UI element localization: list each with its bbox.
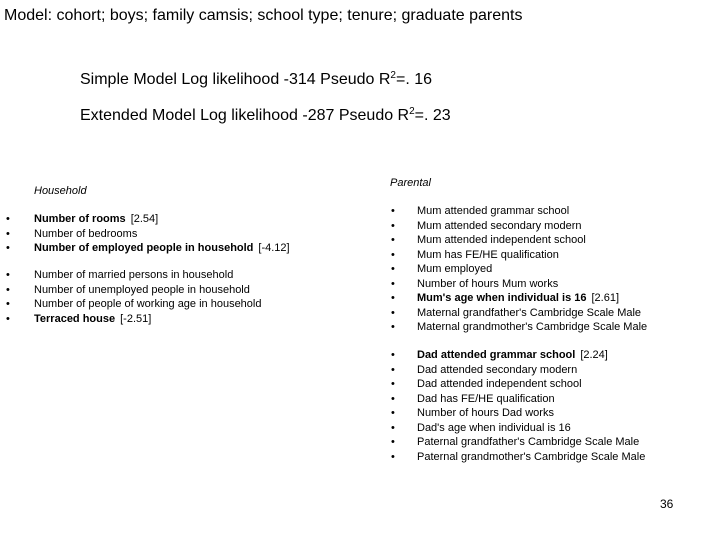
list-item: [391, 233, 647, 248]
coefficient-value: [-2.51]: [120, 312, 152, 325]
list-item-text: Mum attended grammar school: [417, 205, 570, 217]
list-item-text: Number of hours Mum works: [417, 277, 559, 290]
household-list-2: [34, 268, 261, 326]
extended-model-superscript: 2: [409, 106, 415, 117]
list-item-text: Number of married persons in household: [34, 269, 234, 281]
list-item-text: Number of employed people in household: [34, 242, 254, 254]
list-item-text: Dad's age when individual is 16: [417, 421, 571, 434]
list-item: [391, 421, 645, 436]
list-item-text: Number of people of working age in household: [34, 298, 262, 310]
list-item-text: Mum attended secondary modern: [417, 219, 582, 232]
coefficient-value: [2.24]: [580, 349, 608, 361]
list-item: [391, 435, 645, 450]
list-item-text: Number of bedrooms: [34, 227, 138, 240]
household-heading: Household: [34, 185, 87, 197]
extended-model-line: [80, 106, 451, 125]
simple-model-text: Simple Model Log likelihood -314 Pseudo R: [80, 71, 391, 88]
simple-model-superscript: 2: [390, 70, 396, 81]
list-item-text: Number of hours Dad works: [417, 407, 554, 419]
list-item-text: Number of rooms: [34, 213, 126, 225]
list-item-text: Paternal grandmother's Cambridge Scale Male: [417, 450, 646, 463]
extended-model-r2: =. 23: [414, 107, 451, 124]
list-item: [34, 227, 290, 242]
household-list-1: [34, 212, 290, 256]
list-item: [391, 377, 645, 392]
list-item: [391, 320, 647, 335]
list-item-text: Terraced house: [34, 312, 116, 325]
coefficient-value: [2.61]: [591, 292, 620, 304]
list-item: [34, 241, 290, 256]
list-item: [391, 219, 647, 234]
list-item-text: Mum attended independent school: [417, 234, 586, 246]
parental-list-dad: [391, 348, 645, 464]
parental-heading: Parental: [390, 177, 431, 189]
list-item-text: Mum's age when individual is 16: [417, 292, 587, 304]
simple-model-r2: =. 16: [395, 71, 432, 88]
list-item-text: Dad attended secondary modern: [417, 363, 578, 376]
list-item-text: Maternal grandfather's Cambridge Scale Male: [417, 306, 642, 319]
list-item: [34, 268, 261, 283]
list-item: [391, 348, 645, 363]
list-item-text: Dad attended grammar school: [417, 349, 576, 361]
list-item: [391, 248, 647, 263]
list-item: [391, 262, 647, 277]
parental-list-mum: [391, 204, 647, 335]
list-item-text: Paternal grandfather's Cambridge Scale Male: [417, 436, 640, 448]
slide-title: Model: cohort; boys; family camsis; school type; tenure; graduate parents: [4, 7, 523, 24]
list-item: [391, 392, 645, 407]
list-item: [391, 306, 647, 321]
list-item-text: Mum employed: [417, 263, 493, 275]
list-item: [34, 297, 261, 312]
extended-model-text: Extended Model Log likelihood -287 Pseudo R: [80, 107, 410, 124]
list-item-text: Dad has FE/HE qualification: [417, 392, 555, 405]
list-item: [391, 277, 647, 292]
list-item-text: Number of unemployed people in household: [34, 283, 250, 296]
simple-model-line: [80, 70, 432, 89]
list-item: [391, 406, 645, 421]
coefficient-value: [-4.12]: [258, 242, 290, 254]
list-item: [391, 450, 645, 465]
list-item: [34, 283, 261, 298]
list-item: [391, 363, 645, 378]
page-number: 36: [660, 497, 674, 511]
list-item-text: Dad attended independent school: [417, 378, 582, 390]
list-item: [391, 204, 647, 219]
list-item: [34, 212, 290, 227]
list-item-text: Maternal grandmother's Cambridge Scale Male: [417, 321, 648, 333]
list-item: [391, 291, 647, 306]
coefficient-value: [2.54]: [130, 213, 159, 225]
list-item-text: Mum has FE/HE qualification: [417, 248, 559, 261]
list-item: [34, 312, 261, 327]
